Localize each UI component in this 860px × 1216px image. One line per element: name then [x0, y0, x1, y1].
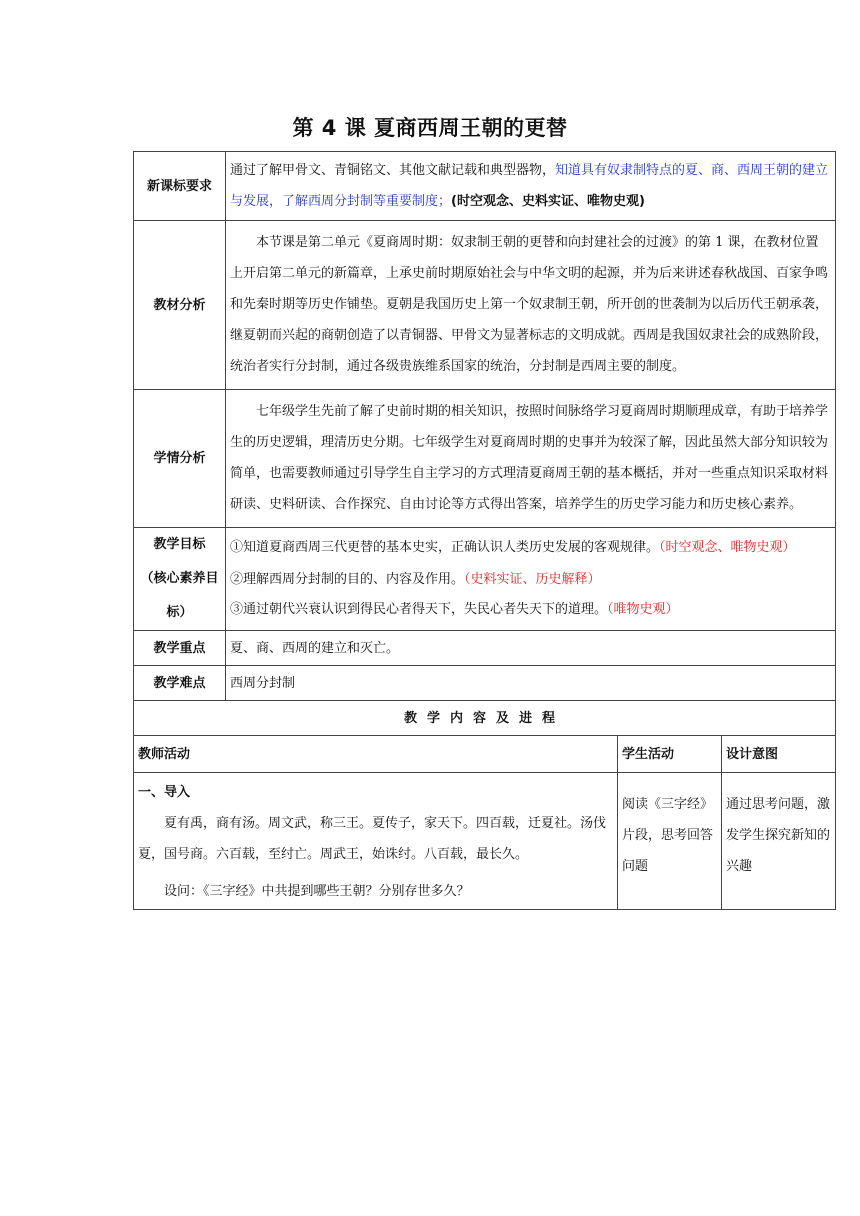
process-title-row [134, 701, 836, 736]
page-title: 第 4 课 夏商西周王朝的更替 [292, 116, 568, 140]
standard-highlight: 知道具有奴隶制特点的夏、商、西周王朝的建立与发展，了解西周分封制等重要制度； [230, 163, 829, 209]
goal-text: ①知道夏商西周三代更替的基本史实，正确认识人类历史发展的客观规律。 [230, 540, 660, 555]
goals-label-line-3: 标） [166, 605, 193, 620]
design-intent-text: 通过思考问题，激发学生探究新知的兴趣 [726, 797, 831, 874]
design-intent-cell [722, 773, 836, 910]
students-text: 七年级学生先前了解了史前时期的相关知识，按照时间脉络学习夏商周时期顺理成章，有助于培养学生的历史逻辑，理清历史分期。七年级学生对夏商周时期的史事并为较深了解，因此虽然大部分知识较为简单，也需要教师通过引导学生自主学习的方式理清夏商周王朝的基本概括，并对一些重点知识采取材料研读、史料研读、合作探究、自由讨论等方式得出答案，培养学生的历史学习能力和历史核心素养。 [230, 404, 829, 512]
key-point-text: 夏、商、西周的建立和灭亡。 [226, 631, 836, 666]
teacher-activity-cell [134, 773, 618, 910]
goals-label-line-1: 教学目标 [153, 537, 206, 552]
key-point-label: 教学重点 [134, 631, 226, 666]
textbook-row [134, 221, 836, 390]
standard-text: 通过了解甲骨文、青铜铭文、其他文献记载和典型器物， [230, 163, 556, 178]
standard-row [134, 152, 836, 221]
difficulty-text: 西周分封制 [226, 666, 836, 701]
textbook-label: 教材分析 [134, 221, 226, 390]
design-intent-header: 设计意图 [722, 736, 836, 773]
step-text: 夏有禹，商有汤。周文武，称三王。夏传子，家天下。四百载，迁夏社。汤伐夏，国号商。六百载，至纣亡。周武王，始诛纣。八百载，最长久。 [138, 816, 607, 862]
students-row [134, 390, 836, 528]
difficulty-label: 教学难点 [134, 666, 226, 701]
goal-tag: （时空观念、唯物史观） [659, 540, 796, 555]
difficulty-row [134, 666, 836, 701]
teacher-activity-header: 教师活动 [134, 736, 618, 773]
goal-text: ③通过朝代兴衰认识到得民心者得天下，失民心者失天下的道理。 [230, 602, 608, 617]
goals-row [134, 528, 836, 631]
goal-tag: （唯物史观） [607, 602, 679, 617]
goals-label [134, 528, 226, 631]
goals-label-line-2: （核心素养目 [140, 571, 219, 586]
student-activity-header: 学生活动 [618, 736, 722, 773]
goals-content [226, 528, 836, 631]
students-content [226, 390, 836, 528]
key-point-row [134, 631, 836, 666]
students-label: 学情分析 [134, 390, 226, 528]
standard-content [226, 152, 836, 221]
standard-label: 新课标要求 [134, 152, 226, 221]
textbook-content [226, 221, 836, 390]
goal-text: ②理解西周分封制的目的、内容及作用。 [230, 572, 465, 587]
lesson-plan-sheet [133, 151, 835, 910]
process-section-title: 教学内容及进程 [134, 701, 836, 736]
step-question: 设问：《三字经》中共提到哪些王朝？分别存世多久？ [164, 884, 470, 899]
student-activity-text: 阅读《三字经》片段，思考回答问题 [622, 797, 714, 874]
standard-literacy: (时空观念、史料实证、唯物史观) [451, 194, 645, 209]
goal-item [230, 533, 831, 563]
process-step-row [134, 773, 836, 910]
textbook-text: 本节课是第二单元《夏商周时期：奴隶制王朝的更替和向封建社会的过渡》的第 1 课，在教材位置上开启第二单元的新篇章，上承史前时期原始社会与中华文明的起源，并为后来讲述春秋战国、百家争鸣和先秦时期等历史作铺垫。夏朝是我国历史上第一个奴隶制王朝，所开创的世袭制为以后历代王朝承袭，继夏朝而兴起的商朝创造了以青铜器、甲骨文为显著标志的文明成就。西周是我国奴隶社会的成熟阶段，统治者实行分封制，通过各级贵族维系国家的统治，分封制是西周主要的制度。 [230, 235, 829, 374]
process-header-row [134, 736, 836, 773]
goal-item [230, 595, 831, 625]
student-activity-cell [618, 773, 722, 910]
step-title: 一、导入 [138, 785, 191, 800]
goal-item [230, 563, 831, 595]
goal-tag: （史料实证、历史解释） [464, 572, 601, 587]
lesson-plan-table [133, 151, 836, 910]
